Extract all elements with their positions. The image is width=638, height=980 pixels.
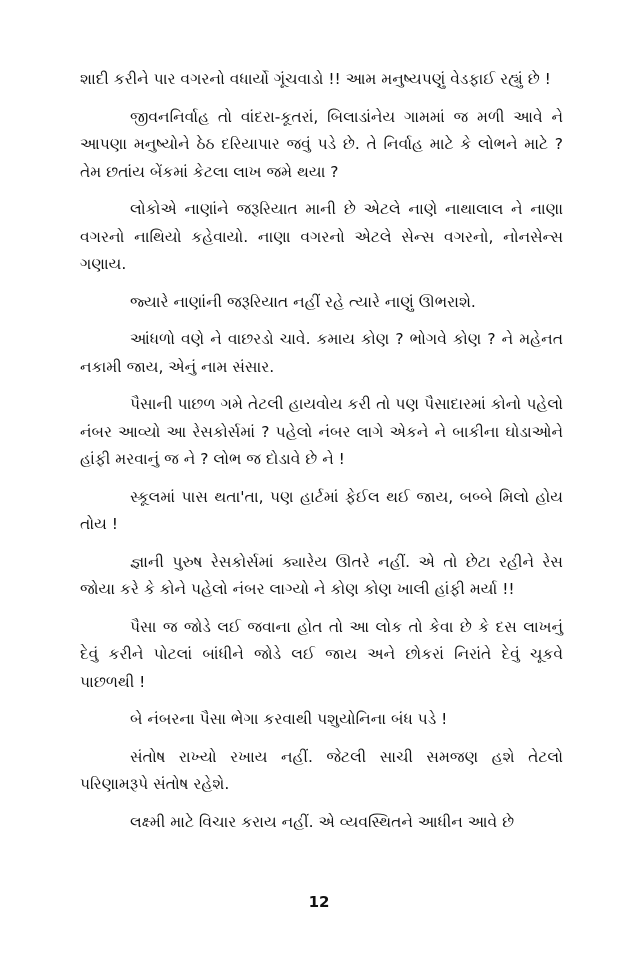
paragraph-11: સંતોષ રાખ્યો રખાય નહીં. જેટલી સાચી સમજણ હશે તેટલો પરિણામરૂપે સંતોષ રહેશે. bbox=[80, 747, 563, 793]
paragraph-9: પૈસા જ જોડે લઈ જવાના હોત તો આ લોક તો કેવા છે કે દસ લાખનું દેવું કરીને પોટલાં બાંધીને જોડે લઈ જાય અને છોકરાં નિરાંતે દેવું ચૂકવે પાછળથી ! bbox=[80, 617, 563, 691]
paragraph-3: લોકોએ નાણાંને જરૂરિયાત માની છે એટલે નાણે નાથાલાલ ને નાણા વગરનો નાથિયો કહેવાયો. નાણા વગરનો એટલે સેન્સ વગરનો, નોનસેન્સ ગણાય. bbox=[80, 200, 563, 273]
body-text bbox=[80, 66, 563, 846]
page-number: 12 bbox=[308, 893, 330, 911]
paragraph-2: જીવનનિર્વાહ તો વાંદરા-કૂતરાં, બિલાડાંનેય ગામમાં જ મળી આવે ને આપણા મનુષ્યોને ઠેઠ દરિયાપાર જવું પડે છે. તે નિર્વાહ માટે કે લોભને માટે ? તેમ છતાંય બેંકમાં કેટલા લાખ જમે થયા ? bbox=[80, 107, 563, 181]
paragraph-4: જ્યારે નાણાંની જરૂરિયાત નહીં રહે ત્યારે નાણું ઊભરાશે. bbox=[130, 292, 476, 311]
paragraph-6: પૈસાની પાછળ ગમે તેટલી હાયવોય કરી તો પણ પૈસાદારમાં કોનો પહેલો નંબર આવ્યો આ રેસકોર્સમાં ? પહેલો નંબર લાગે એકને ને બાકીના ઘોડાઓને હાંફી મરવાનું જ ને ? લોભ જ દોડાવે છે ને ! bbox=[80, 395, 563, 468]
paragraph-5: આંધળો વણે ને વાછરડો ચાવે. કમાય કોણ ? ભોગવે કોણ ? ને મહેનત નકામી જાય, એનું નામ સંસાર. bbox=[80, 330, 563, 376]
paragraph-10: બે નંબરના પૈસા ભેગા કરવાથી પશુયોનિના બંધ પડે ! bbox=[130, 710, 448, 728]
paragraph-8: જ્ઞાની પુરુષ રેસકોર્સમાં ક્યારેય ઊતરે નહીં. એ તો છેટા રહીને રેસ જોયા કરે કે કોને પહેલો નંબર લાગ્યો ને કોણ કોણ ખાલી હાંફી મર્યા !! bbox=[80, 552, 563, 598]
paragraph-1: શાદી કરીને પાર વગરનો વધાર્યો ગૂંચવાડો !! આમ મનુષ્યપણું વેડફાઈ રહ્યું છે ! bbox=[80, 70, 551, 88]
paragraph-12: લક્ષ્મી માટે વિચાર કરાય નહીં. એ વ્યવસ્થિતને આધીન આવે છે bbox=[130, 812, 515, 831]
paragraph-7: સ્કૂલમાં પાસ થતા'તા, પણ હાર્ટમાં ફેઈલ થઈ જાય, બબ્બે મિલો હોય તોય ! bbox=[80, 487, 563, 533]
